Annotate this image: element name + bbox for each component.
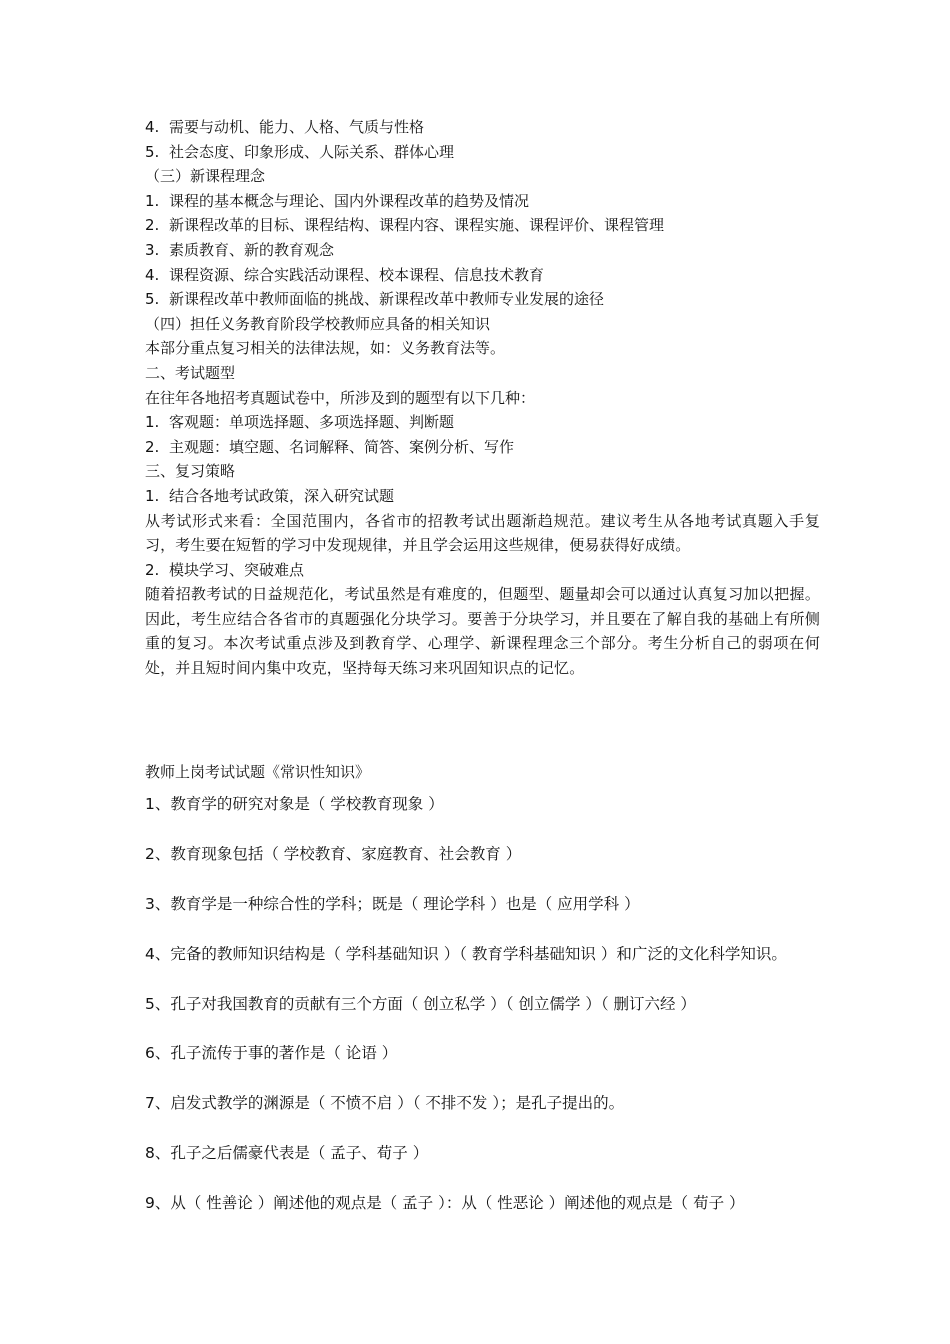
item-number: 2. <box>145 216 160 235</box>
quiz-list <box>145 792 825 1241</box>
item-number: 1. <box>145 413 160 432</box>
quiz-question: 5、孔子对我国教育的贡献有三个方面（ 创立私学 ）（ 创立儒学 ）（ 删订六经 ） <box>145 994 696 1013</box>
list-item <box>145 189 820 214</box>
item-number: 5. <box>145 290 160 309</box>
heading-text: 二、考试题型 <box>145 363 236 382</box>
item-text: 需要与动机、能力、人格、气质与性格 <box>169 118 425 136</box>
item-text: 客观题：单项选择题、多项选择题、判断题 <box>169 413 455 432</box>
list-item <box>145 435 820 460</box>
quiz-question: 4、完备的教师知识结构是（ 学科基础知识 ）（ 教育学科基础知识 ）和广泛的文化科学知识。 <box>145 944 787 963</box>
item-text: 主观题：填空题、名词解释、简答、案例分析、写作 <box>169 437 515 456</box>
heading-text: （三）新课程理念 <box>145 167 266 186</box>
list-item <box>145 263 820 288</box>
item-number: 1. <box>145 486 160 505</box>
item-text: 课程的基本概念与理论、国内外课程改革的趋势及情况 <box>169 191 530 210</box>
strategy-paragraph-2: 随着招教考试的日益规范化，考试虽然是有难度的，但题型、题量却会可以通过认真复习加以把握。因此，考生应结合各省市的真题强化分块学习。要善于分块学习，并且要在了解自我的基础上有所侧重的复习。本次考试重点涉及到教育学、心理学、新课程理念三个部分。考生分析自己的弱项在何处，并且短时间内集中攻克，坚持每天练习来巩固知识点的记忆。 <box>145 585 820 678</box>
syllabus-section <box>145 115 820 681</box>
quiz-question: 9、从（ 性善论 ）阐述他的观点是（ 孟子 ）：从（ 性恶论 ）阐述他的观点是（ 荀子 ） <box>145 1194 745 1213</box>
item-number: 4. <box>145 118 160 136</box>
heading-text: （四）担任义务教育阶段学校教师应具备的相关知识 <box>145 314 491 333</box>
body-line <box>145 336 820 361</box>
quiz-question: 7、启发式教学的渊源是（ 不愤不启 ）（ 不排不发 ）；是孔子提出的。 <box>145 1094 625 1113</box>
item-text: 新课程改革的目标、课程结构、课程内容、课程实施、课程评价、课程管理 <box>169 216 665 235</box>
quiz-question: 8、孔子之后儒豪代表是（ 孟子、荀子 ） <box>145 1144 429 1163</box>
quiz-title: 教师上岗考试试题《常识性知识》 <box>145 763 371 781</box>
item-number: 4. <box>145 265 160 284</box>
item-text: 素质教育、新的教育观念 <box>169 240 335 259</box>
section-heading <box>145 459 820 484</box>
list-item <box>145 213 820 238</box>
list-item <box>145 484 820 509</box>
list-item <box>145 140 820 165</box>
item-number: 3. <box>145 240 160 259</box>
quiz-question: 1、教育学的研究对象是（ 学校教育现象 ） <box>145 795 444 813</box>
list-item <box>145 558 820 583</box>
list-item <box>145 287 820 312</box>
item-text: 结合各地考试政策，深入研究试题 <box>169 486 395 505</box>
item-text: 课程资源、综合实践活动课程、校本课程、信息技术教育 <box>169 265 545 284</box>
strategy-paragraph-1: 从考试形式来看：全国范围内，各省市的招教考试出题渐趋规范。建议考生从各地考试真题入手复习，考生要在短暂的学习中发现规律，并且学会运用这些规律，便易获得好成绩。 <box>145 511 820 555</box>
section-heading <box>145 361 820 386</box>
item-number: 1. <box>145 191 160 210</box>
list-item <box>145 115 820 140</box>
section-heading <box>145 164 820 189</box>
item-text: 模块学习、突破难点 <box>169 560 305 579</box>
body-line <box>145 386 820 411</box>
list-item <box>145 238 820 263</box>
quiz-question: 2、教育现象包括（ 学校教育、家庭教育、社会教育 ） <box>145 844 522 863</box>
item-text: 社会态度、印象形成、人际关系、群体心理 <box>169 142 455 161</box>
quiz-question: 3、教育学是一种综合性的学科；既是（ 理论学科 ）也是（ 应用学科 ） <box>145 894 640 913</box>
list-item <box>145 410 820 435</box>
item-text: 新课程改革中教师面临的挑战、新课程改革中教师专业发展的途径 <box>169 290 605 309</box>
body-text: 在往年各地招考真题试卷中，所涉及到的题型有以下几种： <box>145 388 536 407</box>
item-number: 2. <box>145 437 160 456</box>
heading-text: 三、复习策略 <box>145 462 236 481</box>
section-heading <box>145 312 820 337</box>
item-number: 2. <box>145 560 160 579</box>
item-number: 5. <box>145 142 160 161</box>
body-text: 本部分重点复习相关的法律法规，如：义务教育法等。 <box>145 339 506 358</box>
quiz-question: 6、孔子流传于事的著作是（ 论语 ） <box>145 1044 398 1063</box>
